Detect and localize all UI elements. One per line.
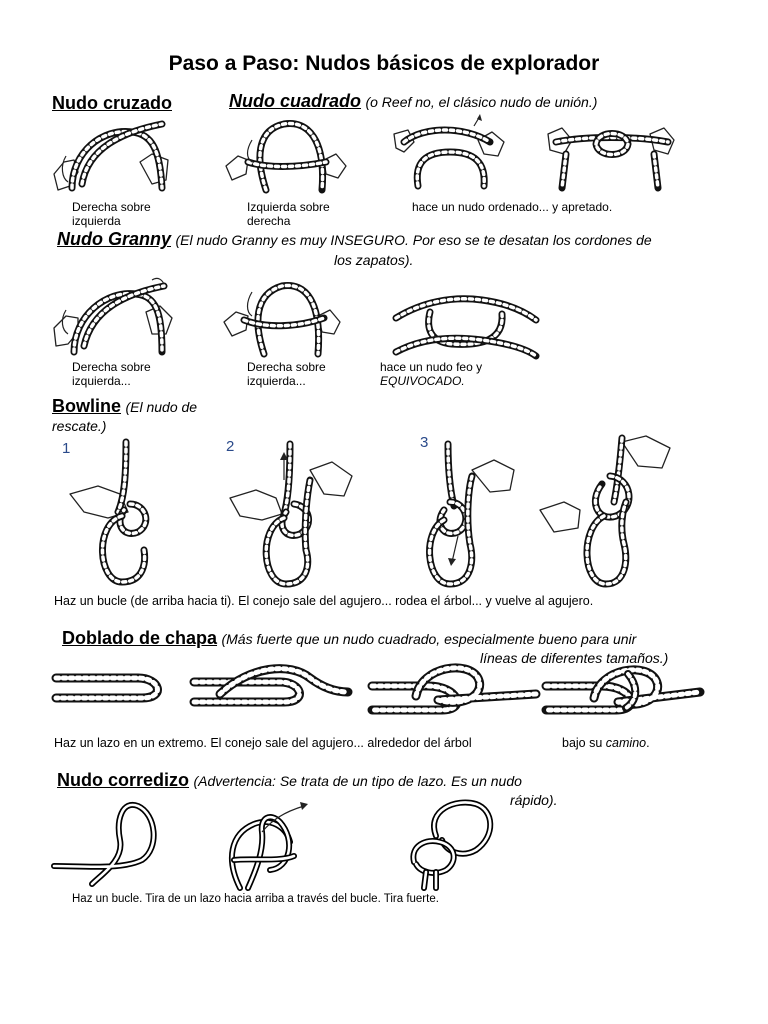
illustration-bowline-4 xyxy=(540,432,680,592)
illustration-granny-2 xyxy=(224,272,340,358)
bowline-step-1: 1 xyxy=(62,440,71,457)
caption-chapa-2b: camino xyxy=(605,736,647,750)
caption-cuadrado-1: Izquierda sobre derecha xyxy=(247,200,330,228)
illustration-chapa-4 xyxy=(542,656,702,720)
caption-granny-3 xyxy=(380,360,530,388)
illustration-chapa-1 xyxy=(52,664,182,710)
illustration-granny-1 xyxy=(52,272,172,358)
illustration-chapa-3 xyxy=(368,656,538,718)
heading-row-corredizo xyxy=(57,770,577,791)
caption-granny-1: Derecha sobre izquierda... xyxy=(72,360,151,388)
caption-chapa-2a: bajo su xyxy=(562,736,603,750)
illustration-cuadrado-1 xyxy=(226,110,346,198)
heading-row-granny xyxy=(57,229,717,250)
heading-nudo-cuadrado: Nudo cuadrado xyxy=(229,91,362,111)
heading-bowline: Bowline xyxy=(52,396,122,416)
illustration-granny-3 xyxy=(392,290,542,362)
bowline-step-3: 3 xyxy=(420,434,429,451)
bowline-step-2: 2 xyxy=(226,438,235,455)
heading-row-bowline xyxy=(52,396,232,417)
illustration-cuadrado-2 xyxy=(394,112,506,196)
note-corredizo-2: rápido). xyxy=(510,792,558,808)
heading-nudo-granny: Nudo Granny xyxy=(57,229,172,249)
illustration-chapa-2 xyxy=(190,660,350,712)
heading-nudo-corredizo: Nudo corredizo xyxy=(57,770,190,790)
caption-chapa-2 xyxy=(562,736,702,750)
caption-bowline: Haz un bucle (de arriba hacia ti). El conejo sale del agujero... rodea el árbol... y vuelve al agujero. xyxy=(54,594,594,608)
illustration-corredizo-2 xyxy=(220,800,330,894)
caption-corredizo: Haz un bucle. Tira de un lazo hacia arriba a través del bucle. Tira fuerte. xyxy=(72,893,439,905)
illustration-bowline-2 xyxy=(228,440,358,590)
note-granny-1: (El nudo Granny es muy INSEGURO. Por eso se te desatan los cordones de xyxy=(175,232,652,248)
caption-granny-3a: hace un nudo feo y xyxy=(380,360,483,374)
caption-cuadrado-2: hace un nudo ordenado... y apretado. xyxy=(412,200,613,214)
illustration-corredizo-1 xyxy=(52,800,172,894)
heading-row-chapa xyxy=(62,628,702,649)
caption-chapa-1: Haz un lazo en un extremo. El conejo sale del agujero... alrededor del árbol xyxy=(54,736,472,750)
caption-nudo-cruzado: Derecha sobre izquierda xyxy=(72,200,151,228)
heading-doblado-de-chapa: Doblado de chapa xyxy=(62,628,218,648)
note-nudo-cuadrado: (o Reef no, el clásico nudo de unión.) xyxy=(365,94,598,110)
illustration-bowline-3 xyxy=(410,440,530,590)
heading-row-cuadrado xyxy=(229,91,597,112)
page-title: Paso a Paso: Nudos básicos de explorador xyxy=(168,52,600,75)
note-bowline-1: (El nudo de xyxy=(125,399,198,415)
note-corredizo-1: (Advertencia: Se trata de un tipo de lazo. Es un nudo xyxy=(193,773,522,789)
caption-granny-3b: EQUIVOCADO. xyxy=(380,374,465,388)
illustration-corredizo-3 xyxy=(406,796,506,892)
heading-nudo-cruzado: Nudo cruzado xyxy=(52,93,172,113)
illustration-nudo-cruzado xyxy=(52,112,172,198)
illustration-cuadrado-3 xyxy=(546,114,676,196)
note-chapa-1: (Más fuerte que un nudo cuadrado, especialmente bueno para unir xyxy=(221,631,637,647)
caption-chapa-2c: . xyxy=(646,736,650,750)
note-granny-2: los zapatos). xyxy=(334,252,414,268)
illustration-bowline-1 xyxy=(68,438,188,588)
note-chapa-2: líneas de diferentes tamaños.) xyxy=(480,650,669,666)
caption-granny-2: Derecha sobre izquierda... xyxy=(247,360,326,388)
note-bowline-2: rescate.) xyxy=(52,418,107,434)
